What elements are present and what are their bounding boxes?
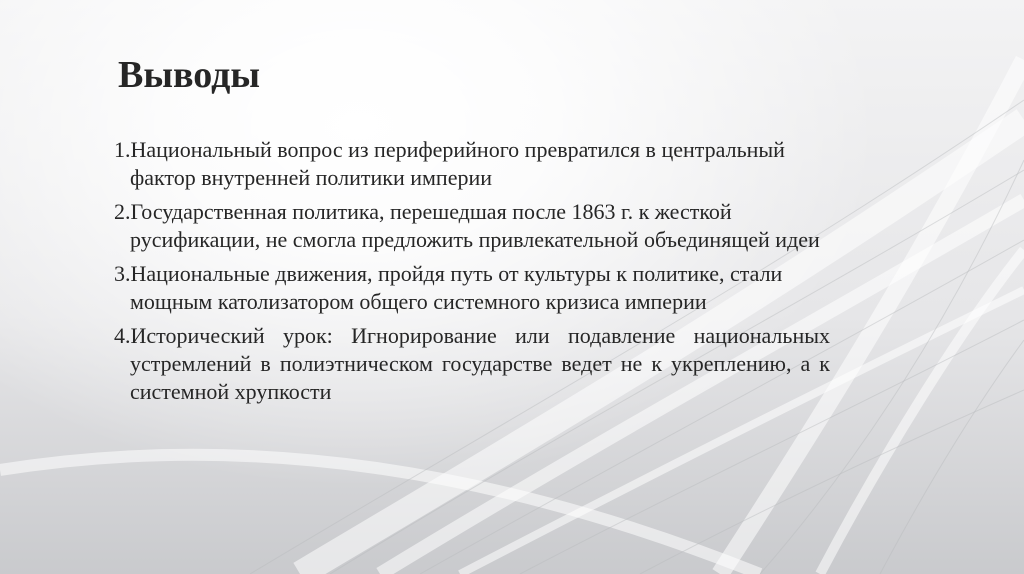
conclusion-item-1: 1.Национальный вопрос из периферийного превратился в центральный фактор внутренней политики империи <box>114 137 785 190</box>
conclusion-item-2: 2.Государственная политика, перешедшая после 1863 г. к жесткой русификации, не смогла предложить привлекательной объединящей идеи <box>114 199 820 252</box>
conclusions-list <box>114 136 830 412</box>
slide-title: Выводы <box>118 54 261 96</box>
conclusion-item-4: 4.Исторический урок: Игнорирование или подавление национальных устремлений в полиэтническом государстве ведет не к укреплению, а к системной хрупкости <box>114 323 830 404</box>
conclusion-item-3: 3.Национальные движения, пройдя путь от культуры к политике, стали мощным католизатором общего системного кризиса империи <box>114 261 783 314</box>
